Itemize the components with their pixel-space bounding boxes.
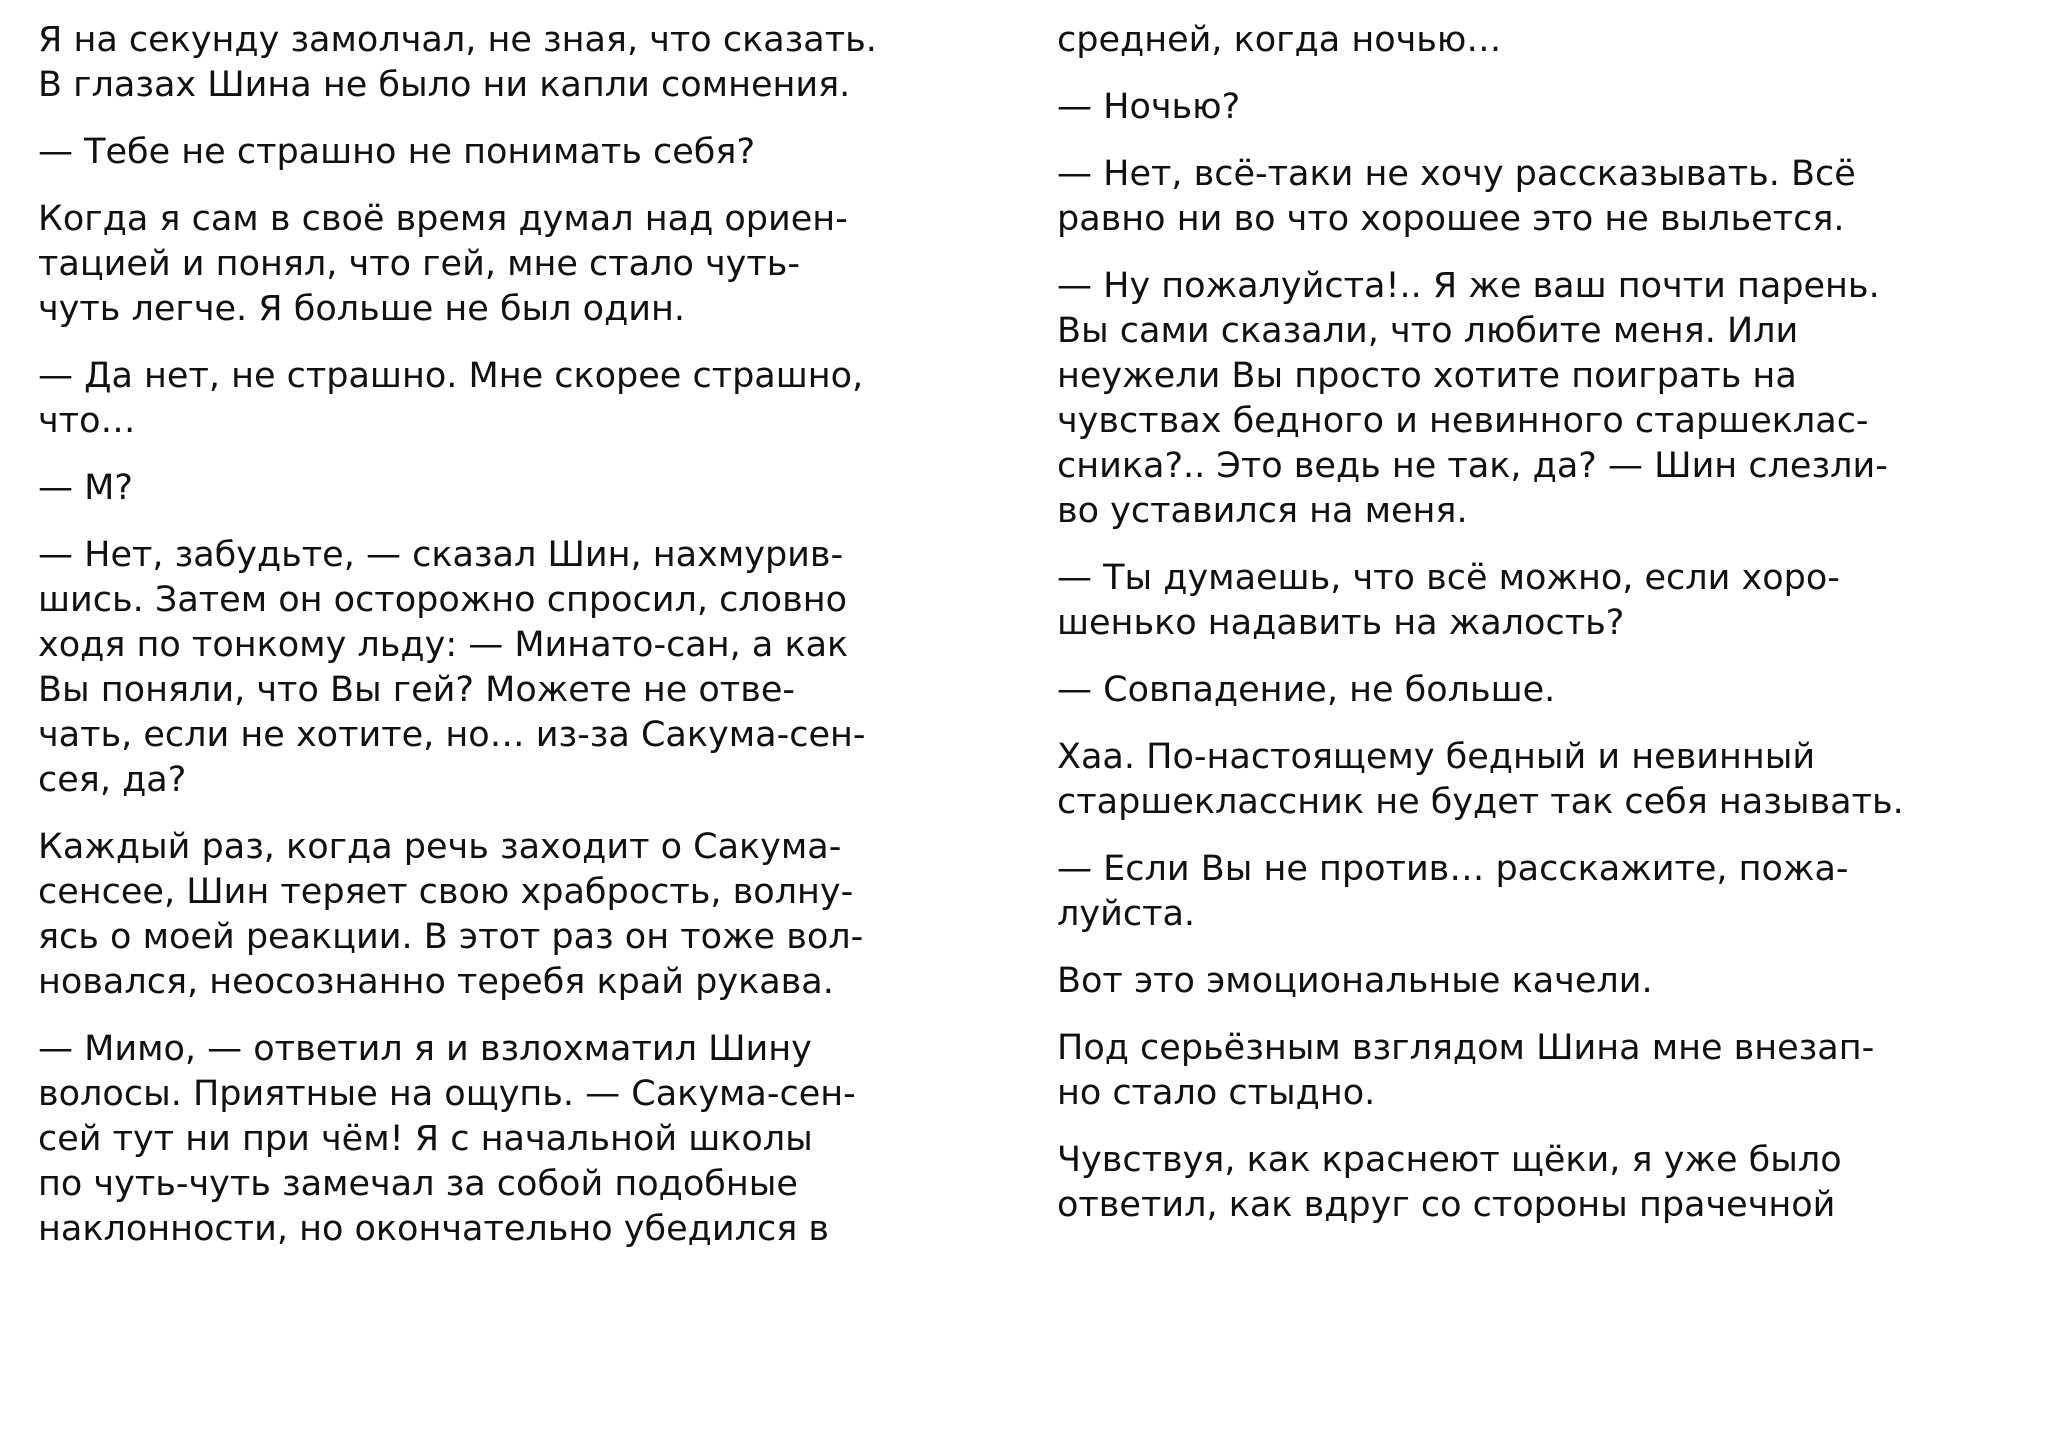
paragraph [1057,1026,2037,1116]
text-line: старшеклассник не будет так себя называть. [1057,782,1904,822]
text-line: чуть легче. Я больше не был один. [38,289,686,329]
paragraph [38,533,1028,803]
paragraph [38,354,1028,444]
paragraph [38,197,1028,332]
text-line: сей тут ни при чём! Я с начальной школы [38,1119,813,1159]
right-text-column [1057,18,2037,1250]
paragraph [1057,1138,2037,1228]
text-line: Вы сами сказали, что любите меня. Или [1057,311,1799,351]
text-line: Когда я сам в своё время думал над ориен- [38,199,848,239]
text-line: чувствах бедного и невинного старшеклас- [1057,401,1869,441]
paragraph [1057,668,2037,713]
left-text-column [38,18,1028,1274]
text-line: во уставился на меня. [1057,491,1468,531]
paragraph [38,130,1028,175]
text-line: Чувствуя, как краснеют щёки, я уже было [1057,1140,1842,1180]
paragraph [38,825,1028,1005]
text-line: — М? [38,468,133,508]
paragraph [1057,264,2037,534]
paragraph [38,1027,1028,1252]
text-line: средней, когда ночью… [1057,20,1502,60]
text-line: Я на секунду замолчал, не зная, что сказать. [38,20,877,60]
text-line: — Ты думаешь, что всё можно, если хоро- [1057,558,1840,598]
text-line: — Мимо, — ответил я и взлохматил Шину [38,1029,812,1069]
text-line: — Да нет, не страшно. Мне скорее страшно, [38,356,864,396]
text-line: Хаа. По-настоящему бедный и невинный [1057,737,1816,777]
text-line: сенсее, Шин теряет свою храбрость, волну- [38,872,854,912]
paragraph [1057,735,2037,825]
paragraph [38,18,1028,108]
paragraph [1057,18,2037,63]
paragraph [38,466,1028,511]
paragraph [1057,847,2037,937]
text-line: новался, неосознанно теребя край рукава. [38,962,834,1002]
text-line: Каждый раз, когда речь заходит о Сакума- [38,827,842,867]
text-line: — Если Вы не против… расскажите, пожа- [1057,849,1849,889]
text-line: ходя по тонкому льду: — Минато-сан, а как [38,625,849,665]
text-line: чать, если не хотите, но… из-за Сакума-сен- [38,715,866,755]
text-line: Под серьёзным взглядом Шина мне внезап- [1057,1028,1875,1068]
text-line: луйста. [1057,894,1196,934]
text-line: сея, да? [38,760,187,800]
paragraph [1057,959,2037,1004]
text-line: Вот это эмоциональные качели. [1057,961,1653,1001]
text-line: — Ночью? [1057,87,1241,127]
text-line: Вы поняли, что Вы гей? Можете не отве- [38,670,795,710]
text-line: по чуть-чуть замечал за собой подобные [38,1164,798,1204]
text-line: равно ни во что хорошее это не выльется. [1057,199,1845,239]
text-line: В глазах Шина не было ни капли сомнения. [38,65,851,105]
text-line: шенько надавить на жалость? [1057,603,1625,643]
text-line: — Тебе не страшно не понимать себя? [38,132,756,172]
text-line: — Ну пожалуйста!.. Я же ваш почти парень. [1057,266,1880,306]
text-line: — Совпадение, не больше. [1057,670,1556,710]
text-line: сника?.. Это ведь не так, да? — Шин слезли- [1057,446,1888,486]
text-line: наклонности, но окончательно убедился в [38,1209,830,1249]
text-line: что… [38,401,136,441]
paragraph [1057,556,2037,646]
text-line: ясь о моей реакции. В этот раз он тоже вол- [38,917,864,957]
text-line: — Нет, забудьте, — сказал Шин, нахмурив- [38,535,844,575]
text-line: но стало стыдно. [1057,1073,1376,1113]
text-line: шись. Затем он осторожно спросил, словно [38,580,848,620]
text-line: ответил, как вдруг со стороны прачечной [1057,1185,1836,1225]
text-line: волосы. Приятные на ощупь. — Сакума-сен- [38,1074,856,1114]
text-line: — Нет, всё-таки не хочу рассказывать. Всё [1057,154,1856,194]
paragraph [1057,85,2037,130]
text-line: тацией и понял, что гей, мне стало чуть- [38,244,801,284]
paragraph [1057,152,2037,242]
text-line: неужели Вы просто хотите поиграть на [1057,356,1797,396]
